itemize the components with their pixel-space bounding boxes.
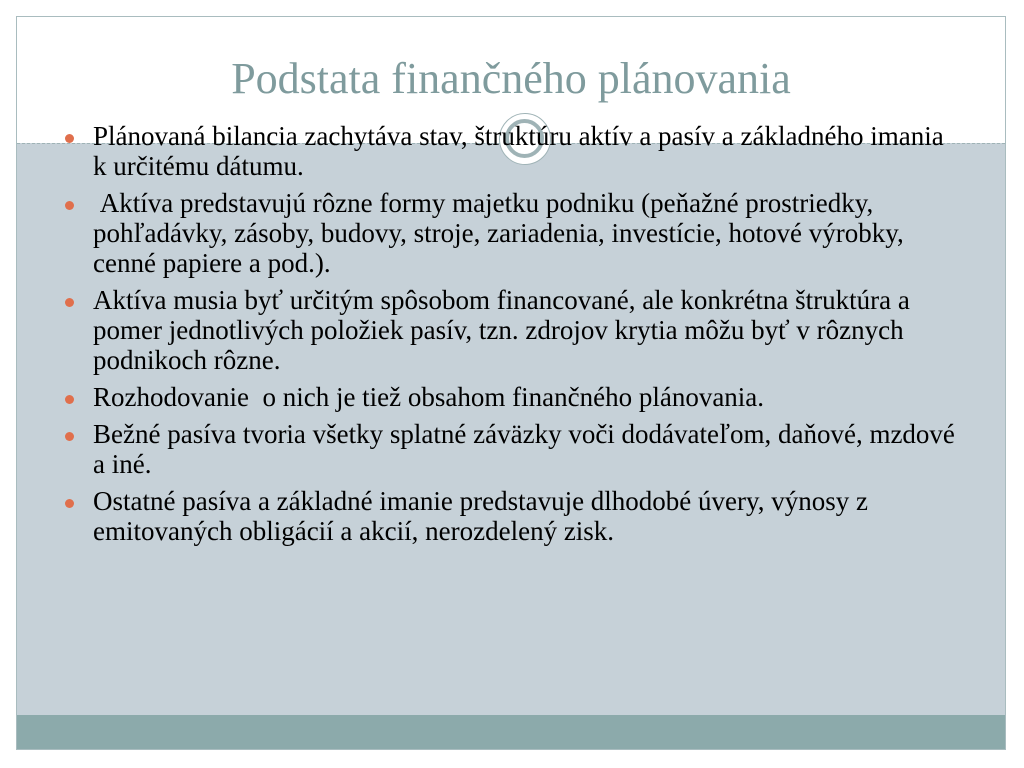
- bullet-item: [61, 121, 961, 181]
- bullet-text: Plánovaná bilancia zachytáva stav, štruktúru aktív a pasív a základného imania k určitému dátumu.: [93, 121, 944, 181]
- bullet-dot-icon: [65, 298, 74, 307]
- bullet-dot-icon: [65, 134, 74, 143]
- bullet-text: Aktíva predstavujú rôzne formy majetku podniku (peňažné prostriedky, pohľadávky, zásoby, budovy, stroje, zariadenia, investície, hotové výrobky, cenné papiere a pod.).: [93, 188, 911, 278]
- bullet-text: Rozhodovanie o nich je tiež obsahom finančného plánovania.: [93, 382, 765, 412]
- bullet-dot-icon: [65, 201, 74, 210]
- bullet-item: [61, 486, 961, 546]
- bullet-dot-icon: [65, 499, 74, 508]
- slide-title: Podstata finančného plánovania: [231, 54, 791, 103]
- bullet-item: [61, 419, 961, 479]
- bullet-dot-icon: [65, 395, 74, 404]
- footer-band: [17, 715, 1005, 749]
- bullet-item: [61, 188, 961, 278]
- slide: [16, 16, 1006, 750]
- bullet-text: Ostatné pasíva a základné imanie predstavuje dlhodobé úvery, výnosy z emitovaných obligácií a akcií, nerozdelený zisk.: [93, 486, 868, 546]
- bullet-text: Aktíva musia byť určitým spôsobom financované, ale konkrétna štruktúra a pomer jednotlivých položiek pasív, tzn. zdrojov krytia môžu byť v rôznych podnikoch rôzne.: [93, 285, 910, 375]
- bullet-list: [61, 121, 961, 553]
- bullet-item: [61, 285, 961, 375]
- bullet-text: Bežné pasíva tvoria všetky splatné záväzky voči dodávateľom, daňové, mzdové a iné.: [93, 419, 955, 479]
- bullet-item: [61, 382, 961, 412]
- bullet-dot-icon: [65, 432, 74, 441]
